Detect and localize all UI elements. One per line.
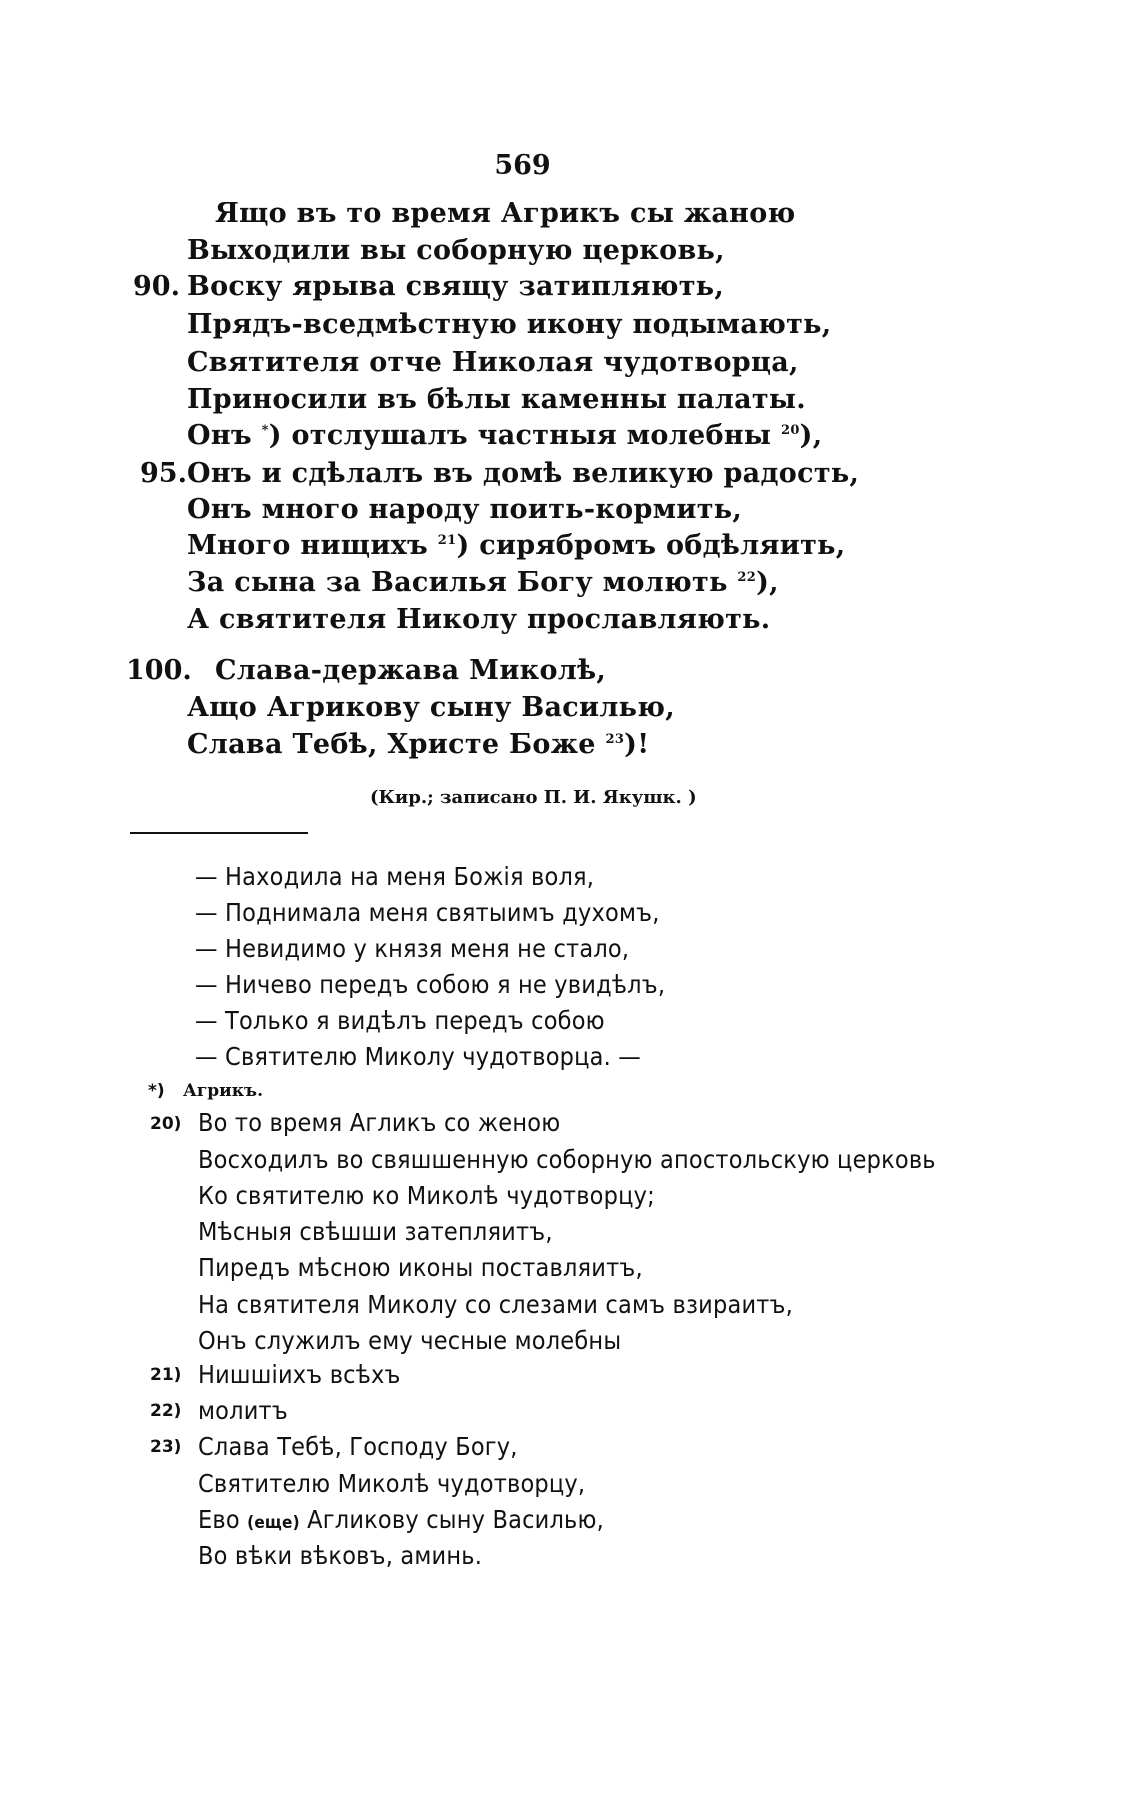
footnote-ref: 23 <box>605 732 625 747</box>
footnote-23-line <box>198 1505 604 1534</box>
verse-line-92: Святителя отче Николая чудотворца, <box>187 347 799 378</box>
verse-line-89: Выходили вы соборную церковь, <box>187 235 725 266</box>
line-number-100: 100. <box>126 655 192 686</box>
verse-text: ), <box>756 567 779 598</box>
verse-line-102 <box>187 729 649 760</box>
footnote-ref: 20 <box>780 423 800 438</box>
footnote-divider <box>130 832 308 834</box>
footnote-23-line: Слава Тебѣ, Господу Богу, <box>198 1432 518 1461</box>
footnote-20-line: Ко святителю ко Миколѣ чудотворцу; <box>198 1181 655 1210</box>
verse-text: Много нищихъ <box>187 530 438 561</box>
footnote-intro-line: — Находила на меня Божія воля, <box>195 862 595 891</box>
footnote-ref: 21 <box>437 533 457 548</box>
verse-line-99: А святителя Николу прославляють. <box>187 604 771 635</box>
footnote-23-line: Во вѣки вѣковъ, аминь. <box>198 1541 483 1570</box>
verse-line-93: Приносили въ бѣлы каменны палаты. <box>187 384 806 415</box>
verse-text: За сына за Василья Богу молють <box>187 567 738 598</box>
footnote-intro-line: — Ничево передъ собою я не увидѣлъ, <box>195 970 666 999</box>
footnote-20-line: Во то время Агликъ со женою <box>198 1108 561 1137</box>
footnote-text: Ево <box>198 1505 248 1534</box>
footnote-intro-line: — Только я видѣлъ передъ собою <box>195 1006 605 1035</box>
verse-line-97 <box>187 530 845 561</box>
footnote-20-line: Мѣсныя свѣшши затепляитъ, <box>198 1217 553 1246</box>
footnote-asterisk-text: Агрикъ. <box>183 1081 263 1101</box>
line-number-95: 95. <box>140 458 187 489</box>
footnote-gloss: (еще) <box>247 1513 300 1533</box>
footnote-23-line: Святителю Миколѣ чудотворцу, <box>198 1469 586 1498</box>
verse-line-94 <box>187 420 822 451</box>
footnote-20-line: Пиредъ мѣсною иконы поставляитъ, <box>198 1253 643 1282</box>
verse-line-98 <box>187 567 779 598</box>
footnote-21-line: Нишшіихъ всѣхъ <box>198 1360 401 1389</box>
verse-line-100: Слава-держава Миколѣ, <box>215 655 607 686</box>
footnote-intro-line: — Невидимо у князя меня не стало, <box>195 934 630 963</box>
footnote-text: Агликову сыну Василью, <box>299 1505 604 1534</box>
verse-text: )! <box>624 729 650 760</box>
verse-line-91: Прядъ-вседмѣстную икону подымають, <box>187 309 832 340</box>
verse-line-95: Онъ и сдѣлалъ въ домѣ великую радость, <box>187 458 860 489</box>
verse-text: Онъ <box>187 420 262 451</box>
footnote-intro-line: — Поднимала меня святыимъ духомъ, <box>195 898 660 927</box>
verse-text: ), <box>799 420 823 451</box>
footnote-mark-23: 23) <box>150 1437 182 1457</box>
footnote-mark-22: 22) <box>150 1401 182 1421</box>
footnote-20-line: Онъ служилъ ему чесные молебны <box>198 1326 622 1355</box>
verse-text: ) сирябромъ обдѣляить, <box>456 530 846 561</box>
page-number: 569 <box>494 150 551 181</box>
footnote-20-line: На святителя Миколу со слезами самъ взираитъ, <box>198 1290 793 1319</box>
footnote-ref: * <box>261 423 269 438</box>
verse-line-96: Онъ много народу поить-кормить, <box>187 494 743 525</box>
verse-line-90: Воску ярыва свящу затипляють, <box>187 271 725 302</box>
verse-line-88: Ящо въ то время Агрикъ сы жаною <box>215 198 796 229</box>
footnote-mark-asterisk: *) <box>148 1081 165 1101</box>
verse-text: Слава Тебѣ, Христе Боже <box>187 729 606 760</box>
footnote-mark-20: 20) <box>150 1114 182 1134</box>
verse-text: ) отслушалъ частныя молебны <box>268 420 781 451</box>
footnote-intro-line: — Святителю Миколу чудотворца. — <box>195 1042 641 1071</box>
footnote-22-line: молитъ <box>198 1396 288 1425</box>
verse-line-101: Ащо Агрикову сыну Василью, <box>187 692 675 723</box>
footnote-20-line: Восходилъ во свяшшенную соборную апостольскую церковь <box>198 1145 936 1174</box>
line-number-90: 90. <box>133 271 180 302</box>
footnote-mark-21: 21) <box>150 1365 182 1385</box>
source-note: (Кир.; записано П. И. Якушк. ) <box>370 787 697 808</box>
footnote-ref: 22 <box>737 570 757 585</box>
